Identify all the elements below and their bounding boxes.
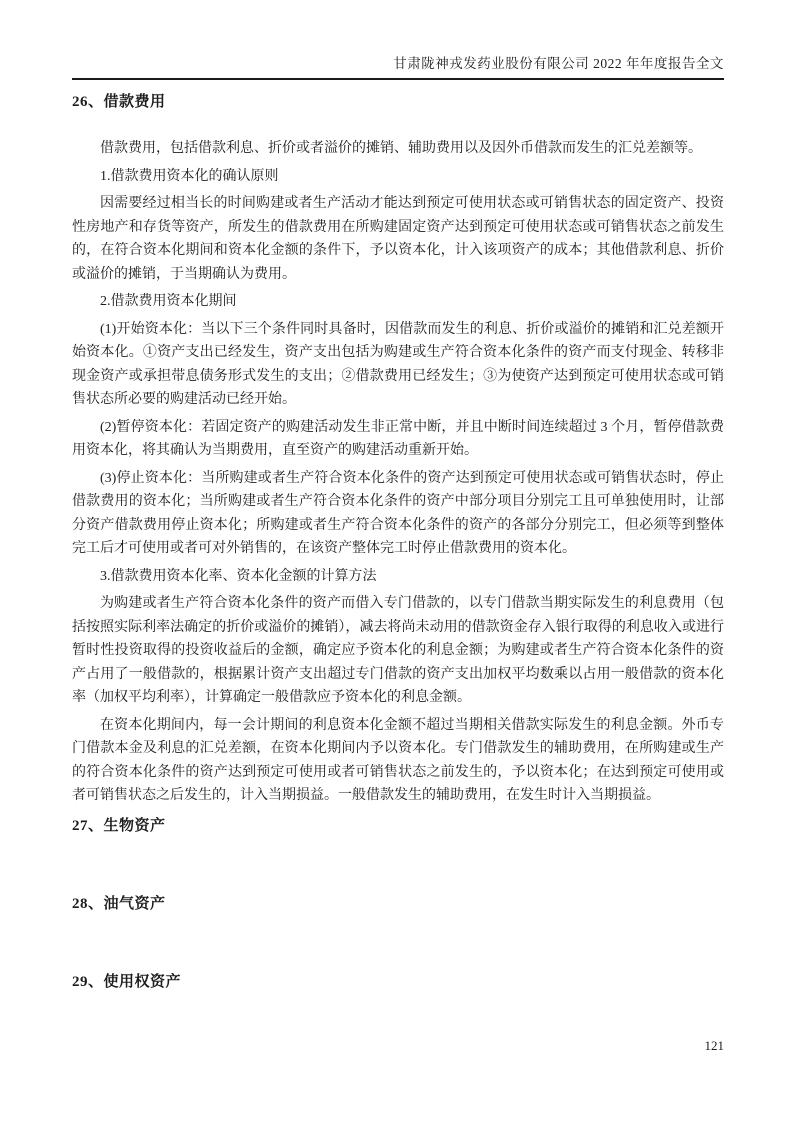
section-oil-gas-assets: [72, 894, 724, 914]
body-paragraph: 1.借款费用资本化的确认原则: [100, 168, 279, 184]
body-paragraph: 因需要经过相当长的时间购建或者生产活动才能达到预定可使用状态或可销售状态的固定资产、投资性房地产和存货等资产，所发生的借款费用在所购建固定资产达到预定可使用状态或可销售状态之前发生的，在符合资本化期间和资本化金额的条件下，予以资本化，计入该项资产的成本；其他借款利息、折价或溢价的摊销，于当期确认为费用。: [72, 196, 724, 282]
section-biological-assets: [72, 816, 724, 836]
body-paragraph: (1)开始资本化：当以下三个条件同时具备时，因借款而发生的利息、折价或溢价的摊销和汇兑差额开始资本化。①资产支出已经发生，资产支出包括为购建或生产符合资本化条件的资产而支付现金、转移非现金资产或承担带息债务形式发生的支出；②借款费用已经发生；③为使资产达到预定可使用状态或可销售状态所必要的购建活动已经开始。: [72, 321, 724, 407]
body-paragraph: (3)停止资本化：当所购建或者生产符合资本化条件的资产达到预定可使用状态或可销售状态时，停止借款费用的资本化；当所购建或者生产符合资本化条件的资产中部分项目分别完工且可单独使用时，让部分资产借款费用停止资本化；所购建或者生产符合资本化条件的资产的各部分分别完工，但必须等到整体完工后才可使用或者可对外销售的，在该资产整体完工时停止借款费用的资本化。: [72, 470, 724, 556]
body-paragraph: 3.借款费用资本化率、资本化金额的计算方法: [100, 568, 377, 584]
body-paragraph: 2.借款费用资本化期间: [100, 294, 237, 309]
page-number: 121: [704, 1038, 724, 1053]
body-paragraph: 在资本化期间内，每一会计期间的利息资本化金额不超过当期相关借款实际发生的利息金额。外币专门借款本金及利息的汇兑差额，在资本化期间内予以资本化。专门借款发生的辅助费用，在所购建或生产的符合资本化条件的资产达到预定可使用或者可销售状态之前发生的，予以资本化；在达到预定可使用或者可销售状态之后发生的，计入当期损益。一般借款发生的辅助费用，在发生时计入当期损益。: [72, 717, 724, 803]
page-content: [72, 86, 724, 1050]
section-heading-26: 26、借款费用: [72, 94, 166, 110]
section-heading-28: 28、油气资产: [72, 895, 166, 912]
body-paragraph: (2)暂停资本化：若固定资产的购建活动发生非正常中断，并且中断时间连续超过 3 个月，暂停借款费用资本化，将其确认为当期费用，直至资产的购建活动重新开始。: [72, 419, 724, 458]
body-paragraph: 为购建或者生产符合资本化条件的资产而借入专门借款的，以专门借款当期实际发生的利息费用（包括按照实际利率法确定的折价或溢价的摊销），减去将尚未动用的借款资金存入银行取得的利息收入或进行暂时性投资取得的投资收益后的金额，确定应予资本化的利息金额；为购建或者生产符合资本化条件的资产占用了一般借款的，根据累计资产支出超过专门借款的资产支出加权平均数乘以占用一般借款的资本化率（加权平均利率），计算确定一般借款应予资本化的利息金额。: [72, 596, 724, 705]
section-borrowing-costs: [72, 92, 724, 808]
report-header-title: 甘肃陇神戎发药业股份有限公司 2022 年年度报告全文: [72, 55, 724, 80]
body-paragraph: 借款费用，包括借款利息、折价或者溢价的摊销、辅助费用以及因外币借款而发生的汇兑差额等。: [100, 141, 702, 156]
section-heading-29: 29、使用权资产: [72, 973, 182, 990]
section-right-of-use-assets: [72, 972, 724, 992]
section-heading-27: 27、生物资产: [72, 817, 166, 834]
